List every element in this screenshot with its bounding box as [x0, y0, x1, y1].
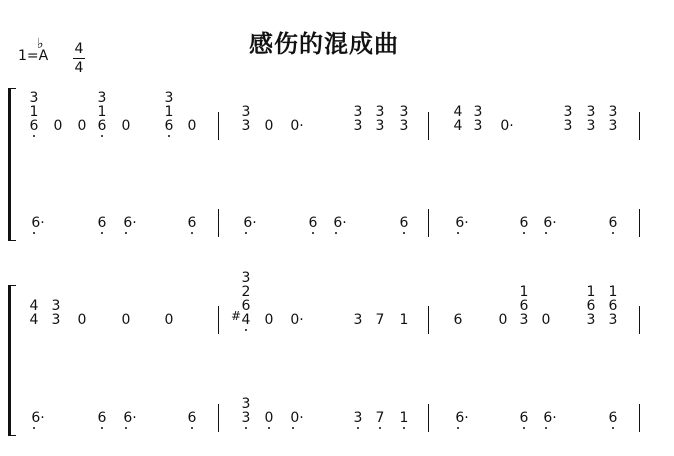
note-digit: 0 [187, 118, 197, 134]
note-digit: 0 [77, 312, 87, 328]
chord-note: 3 [51, 298, 61, 314]
note-digit: 6 [519, 215, 529, 231]
chord-note: 2 [241, 284, 251, 300]
note-digit: 3 [519, 312, 529, 328]
note-digit: 4 [453, 118, 463, 134]
chord-note: 1 [97, 104, 107, 120]
note-digit: 6 [308, 215, 318, 231]
note-digit: 6· [455, 215, 469, 231]
note-digit: 3 [563, 118, 573, 134]
low-octave-dot [33, 135, 35, 137]
note-digit: 6· [31, 410, 45, 426]
key-signature [18, 48, 48, 64]
note-digit: 3 [399, 118, 409, 134]
note-digit: 1 [399, 410, 409, 426]
key-note: A [38, 48, 49, 64]
note-digit: 0 [121, 118, 131, 134]
note-digit: 3 [375, 118, 385, 134]
note-digit: 0 [264, 312, 274, 328]
time-signature [72, 40, 86, 77]
low-octave-dot [612, 427, 614, 429]
flat-sign: ♭ [37, 36, 44, 52]
note-digit: 6 [519, 410, 529, 426]
key-prefix: 1= [18, 48, 39, 64]
note-digit: 6· [31, 215, 45, 231]
note-digit: 6· [243, 215, 257, 231]
barline [218, 209, 219, 237]
chord-note: 3 [241, 104, 251, 120]
low-octave-dot [457, 427, 459, 429]
note-digit: 1 [399, 312, 409, 328]
note-digit: 7 [375, 410, 385, 426]
low-octave-dot [191, 427, 193, 429]
low-octave-dot [403, 232, 405, 234]
low-octave-dot [168, 135, 170, 137]
system-bracket [8, 285, 11, 435]
bracket-bottom-hook [8, 240, 16, 241]
chord-note: 4 [29, 298, 39, 314]
note-digit: 3 [586, 118, 596, 134]
note-digit: 0· [500, 118, 514, 134]
bracket-top-hook [8, 88, 16, 89]
barline [428, 112, 429, 140]
note-digit: 6 [608, 215, 618, 231]
note-digit: 3 [586, 312, 596, 328]
note-digit: 6 [399, 215, 409, 231]
note-digit: 0 [498, 312, 508, 328]
chord-note: 3 [97, 90, 107, 106]
chord-note: 4 [453, 104, 463, 120]
sharp-sign: # [231, 309, 242, 323]
low-octave-dot [33, 232, 35, 234]
low-octave-dot [101, 135, 103, 137]
barline [428, 209, 429, 237]
barline [639, 404, 640, 432]
note-digit: 4 [29, 312, 39, 328]
note-digit: 0· [290, 312, 304, 328]
chord-note: 1 [29, 104, 39, 120]
chord-note: 6 [241, 298, 251, 314]
low-octave-dot [335, 232, 337, 234]
note-digit: 0 [164, 312, 174, 328]
low-octave-dot [312, 232, 314, 234]
bracket-top-hook [8, 285, 16, 286]
chord-note: 3 [375, 104, 385, 120]
note-digit: 3 [51, 312, 61, 328]
note-digit: 6 [608, 410, 618, 426]
system-bracket [8, 88, 11, 240]
low-octave-dot [101, 232, 103, 234]
score-title: 感伤的混成曲 [249, 30, 399, 58]
note-digit: 0 [264, 410, 274, 426]
chord-note: 1 [519, 284, 529, 300]
note-digit: 6 [29, 118, 39, 134]
chord-note: 3 [164, 90, 174, 106]
chord-note: 6 [519, 298, 529, 314]
note-digit: 6 [97, 215, 107, 231]
note-digit: 6 [187, 215, 197, 231]
low-octave-dot [101, 427, 103, 429]
note-digit: 6 [187, 410, 197, 426]
note-digit: 3 [353, 312, 363, 328]
low-octave-dot [523, 232, 525, 234]
note-digit: 0 [264, 118, 274, 134]
chord-note: 3 [586, 104, 596, 120]
barline [218, 404, 219, 432]
time-denominator: 4 [74, 60, 84, 76]
chord-note: 1 [164, 104, 174, 120]
note-digit: 3 [608, 312, 618, 328]
note-digit: 6· [543, 215, 557, 231]
time-numerator: 4 [74, 41, 84, 57]
barline [639, 112, 640, 140]
note-digit: 3 [608, 118, 618, 134]
low-octave-dot [125, 232, 127, 234]
chord-note: 3 [563, 104, 573, 120]
note-digit: 3 [353, 410, 363, 426]
chord-note: 6 [608, 298, 618, 314]
barline [218, 306, 219, 334]
note-digit: 7 [375, 312, 385, 328]
note-digit: 0· [290, 118, 304, 134]
low-octave-dot [523, 427, 525, 429]
note-digit: 6 [97, 118, 107, 134]
note-digit: 6· [123, 215, 137, 231]
note-digit: 0 [121, 312, 131, 328]
low-octave-dot [457, 232, 459, 234]
note-digit: 0· [290, 410, 304, 426]
chord-note: 3 [241, 396, 251, 412]
low-octave-dot [545, 232, 547, 234]
chord-note: 3 [399, 104, 409, 120]
note-digit: 3 [353, 118, 363, 134]
barline [428, 404, 429, 432]
chord-note: 3 [353, 104, 363, 120]
note-digit: 6· [543, 410, 557, 426]
low-octave-dot [125, 427, 127, 429]
barline [639, 306, 640, 334]
note-digit: 6· [123, 410, 137, 426]
note-digit: 3 [473, 118, 483, 134]
low-octave-dot [379, 427, 381, 429]
note-digit: 6· [333, 215, 347, 231]
chord-note: 3 [241, 270, 251, 286]
note-digit: 6· [455, 410, 469, 426]
barline [218, 112, 219, 140]
note-digit: 6 [164, 118, 174, 134]
low-octave-dot [268, 427, 270, 429]
low-octave-dot [612, 232, 614, 234]
low-octave-dot [357, 427, 359, 429]
note-digit: 0 [53, 118, 63, 134]
chord-note: 3 [29, 90, 39, 106]
chord-note: 3 [608, 104, 618, 120]
note-digit: 0 [541, 312, 551, 328]
note-digit: 4 [241, 312, 251, 328]
note-digit: 3 [241, 118, 251, 134]
note-digit: 0 [77, 118, 87, 134]
chord-note: 1 [586, 284, 596, 300]
low-octave-dot [245, 427, 247, 429]
chord-note: 3 [473, 104, 483, 120]
low-octave-dot [191, 232, 193, 234]
note-digit: 6 [453, 312, 463, 328]
low-octave-dot [33, 427, 35, 429]
barline [639, 209, 640, 237]
chord-note: 1 [608, 284, 618, 300]
low-octave-dot [545, 427, 547, 429]
low-octave-dot [245, 232, 247, 234]
bracket-bottom-hook [8, 435, 16, 436]
note-digit: 6 [97, 410, 107, 426]
barline [428, 306, 429, 334]
low-octave-dot [245, 329, 247, 331]
low-octave-dot [292, 427, 294, 429]
chord-note: 6 [586, 298, 596, 314]
note-digit: 3 [241, 410, 251, 426]
low-octave-dot [403, 427, 405, 429]
